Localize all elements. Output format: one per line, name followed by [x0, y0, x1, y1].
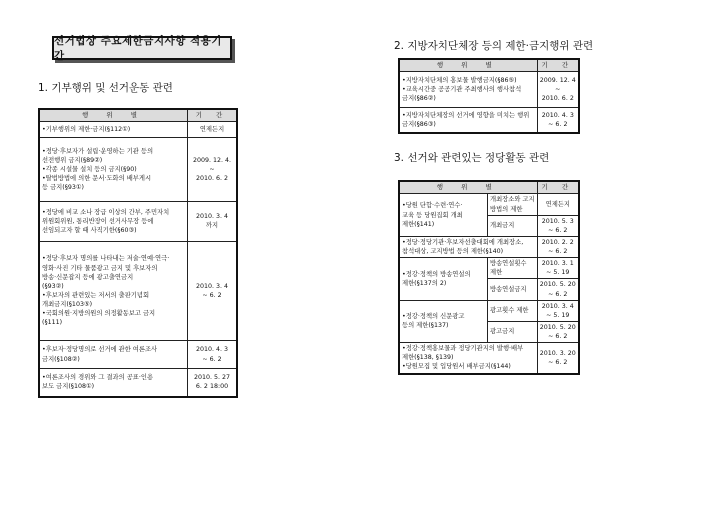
- act-cell-line: (§93②): [42, 282, 64, 290]
- table-row: [399, 108, 579, 134]
- sub-act-cell: [488, 215, 538, 236]
- act-cell-line: 선전행위 금지(§89②): [42, 156, 103, 164]
- period-cell-line: 2010. 6. 2: [541, 95, 574, 103]
- period-cell-line: 2010. 3. 1: [541, 260, 574, 268]
- period-cell: [537, 194, 579, 215]
- act-cell-line: 개최금지(§103⑤): [42, 301, 93, 309]
- period-cell: [537, 258, 579, 279]
- period-cell-line: 2010. 3. 4: [195, 213, 229, 221]
- act-cell-line: •정당·후보자 명의를 나타내는 저술·연예·연극·: [42, 255, 170, 263]
- table-row: [39, 201, 237, 241]
- table-row: [399, 258, 579, 279]
- act-cell-line: •지방자치단체장의 선거에 영향을 미치는 행위: [402, 111, 530, 119]
- act-cell-line: •정당·후보자가 설립·운영하는 기관 등의: [42, 147, 154, 155]
- period-cell-line: ~ 6. 2: [548, 290, 568, 298]
- sub-act-cell-line: 개최장소와 고지: [490, 196, 535, 204]
- section3-heading: 3. 선거와 관련있는 정당활동 관련: [394, 152, 550, 164]
- act-cell: [399, 108, 537, 134]
- act-cell: [399, 258, 488, 301]
- period-cell: [188, 241, 237, 340]
- act-cell-line: •정강·정책홍보물과 정당기관지의 발행·배부: [402, 345, 524, 353]
- sub-act-cell: [488, 321, 538, 342]
- act-cell-line: 방송·신문잡지 등에 광고출연금지: [42, 273, 134, 281]
- act-cell-line: 제한(§141): [402, 220, 435, 228]
- act-cell-line: 제한(§137의 2): [402, 279, 447, 287]
- act-cell-line: 선임되고자 할 때 사직기한(§60③): [42, 226, 137, 234]
- col-act-header: 행 위 별: [399, 181, 537, 194]
- period-cell-line: 연제든지: [199, 126, 225, 134]
- sub-act-cell: [488, 279, 538, 300]
- table-row: [39, 241, 237, 340]
- period-cell-line: 2010. 3. 20: [539, 349, 576, 357]
- sub-act-cell: [488, 258, 538, 279]
- period-cell-line: 2010. 5. 20: [539, 323, 576, 331]
- table-row: [39, 368, 237, 397]
- act-cell-line: •여론조사의 경위와 그 결과의 공표·인용: [42, 374, 154, 382]
- period-cell-line: 2010. 3. 4: [195, 282, 229, 290]
- sub-act-cell-line: 방송연설금지: [490, 285, 527, 293]
- period-cell-line: 2010. 4. 3: [195, 346, 229, 354]
- period-cell-line: 2010. 6. 2: [195, 175, 229, 183]
- period-cell: [188, 201, 237, 241]
- period-cell: [537, 236, 579, 257]
- table-row: [39, 122, 237, 138]
- table-row: [399, 300, 579, 321]
- act-cell-line: 금지(§86②): [402, 95, 436, 103]
- act-cell-line: •후보자·정당명의로 선거에 관한 여론조사: [42, 346, 158, 354]
- period-cell-line: ~ 6. 2: [202, 355, 222, 363]
- period-cell-line: 6. 2 18:00: [195, 383, 229, 391]
- act-cell-line: 위원회위원, 통리반장이 선거사무장 등에: [42, 217, 154, 225]
- act-cell-line: •기부행위의 제한·금지(§112①): [42, 126, 131, 134]
- sub-act-cell-line: 방송연설횟수: [490, 260, 527, 268]
- table-row: [39, 138, 237, 202]
- col-act-header: 행 위 별: [39, 109, 188, 122]
- period-cell: [537, 108, 579, 134]
- act-cell-line: 금지(§86③): [402, 121, 436, 128]
- act-cell: [399, 300, 488, 343]
- sub-act-cell-line: 개최금지: [490, 222, 515, 230]
- period-cell-line: 2009. 12. 4: [539, 77, 576, 85]
- act-cell: [39, 122, 188, 138]
- act-cell-line: •당원모집 및 입당원서 배부금지(§144): [402, 363, 511, 371]
- sub-act-cell-line: 방법의 제한: [490, 205, 523, 213]
- act-cell: [39, 138, 188, 202]
- act-cell-line: 등 금지(§93①): [42, 184, 84, 192]
- act-cell-line: •각종 시설물 설치 등의 금지(§90): [42, 166, 137, 174]
- act-cell: [399, 72, 537, 108]
- sub-act-cell: [488, 300, 538, 321]
- act-cell-line: •국회의원·지방의원의 의정활동보고 금지: [42, 310, 156, 318]
- act-cell-line: 금지(§108②): [42, 355, 80, 363]
- table-row: [399, 72, 579, 108]
- section1-heading: 1. 기부행위 및 선거운동 관련: [38, 82, 173, 94]
- sub-act-cell-line: 광고금지: [490, 328, 515, 336]
- period-cell-line: ~ 6. 2: [548, 226, 568, 234]
- period-cell: [188, 341, 237, 369]
- section3-table: [398, 180, 580, 375]
- period-cell: [537, 321, 579, 342]
- period-cell: [537, 215, 579, 236]
- period-cell: [537, 343, 579, 374]
- act-cell-line: •후보자의 관련있는 저서의 출판기념회: [42, 291, 150, 299]
- section1-table: [38, 108, 238, 398]
- period-cell-line: ~ 5. 19: [546, 269, 570, 277]
- period-cell-line: 2010. 5. 20: [539, 281, 576, 289]
- period-cell-line: 까지: [205, 222, 219, 230]
- period-cell-line: 2010. 2. 2: [541, 238, 574, 246]
- act-cell: [39, 368, 188, 397]
- act-cell: [399, 343, 537, 374]
- col-act-header: 행 위 별: [399, 59, 537, 72]
- act-cell-line: •정강·정책의 신문광고: [402, 313, 465, 321]
- act-cell-line: •당원 단합·수련·연수·: [402, 202, 463, 210]
- period-cell-line: ~ 6. 2: [548, 121, 568, 128]
- sub-act-cell: [488, 194, 538, 215]
- period-cell-line: ~: [209, 166, 215, 174]
- period-cell-line: 2010. 3. 4: [541, 302, 574, 310]
- period-cell: [188, 138, 237, 202]
- act-cell-line: •교육시간중 공공기관 주최행사의 행사참석: [402, 86, 522, 94]
- period-cell: [537, 72, 579, 108]
- act-cell: [39, 341, 188, 369]
- act-cell-line: •정당·정당기관·후보자선출대회에 개최장소,: [402, 238, 524, 246]
- col-period-header: 기 간: [537, 181, 579, 194]
- sub-act-cell-line: 제한: [490, 269, 503, 277]
- section2-table: [398, 58, 580, 134]
- period-cell-line: ~ 6. 2: [548, 333, 568, 341]
- sub-act-cell-line: 광고횟수 제한: [490, 307, 529, 315]
- table-row: [39, 341, 237, 369]
- act-cell-line: 제한(§138, §139): [402, 354, 454, 362]
- period-cell: [188, 122, 237, 138]
- period-cell-line: ~ 6. 2: [202, 291, 222, 299]
- act-cell-line: 영화·사진 기타 물품광고 금지 및 후보자의: [42, 264, 158, 272]
- col-period-header: 기 간: [188, 109, 237, 122]
- act-cell-line: 보도 금지(§108①): [42, 383, 95, 391]
- act-cell-line: 등의 제한(§137): [402, 322, 449, 330]
- act-cell: [39, 201, 188, 241]
- period-cell: [537, 279, 579, 300]
- period-cell-line: 2009. 12. 4.: [192, 156, 232, 164]
- period-cell-line: ~ 6. 2: [548, 248, 568, 256]
- period-cell: [537, 300, 579, 321]
- act-cell-line: •정강·정책의 방송연설의: [402, 270, 471, 278]
- period-cell-line: ~: [555, 86, 561, 94]
- table-row: [399, 194, 579, 215]
- col-period-header: 기 간: [537, 59, 579, 72]
- table-row: [399, 236, 579, 257]
- act-cell-line: 교육 등 당원집회 개최: [402, 211, 463, 219]
- act-cell-line: 참석대상, 고지방법 등의 제한(§140): [402, 248, 504, 256]
- act-cell: [399, 236, 537, 257]
- act-cell-line: (§111): [42, 319, 63, 327]
- act-cell: [399, 194, 488, 237]
- period-cell-line: ~ 6. 2: [548, 358, 568, 366]
- period-cell-line: 2010. 4. 3: [541, 111, 574, 119]
- section2-heading: 2. 지방자치단체장 등의 제한·금지행위 관련: [394, 40, 594, 52]
- act-cell-line: •탈법방법에 의한 문서·도화의 배부게시: [42, 175, 152, 183]
- period-cell-line: 2010. 5. 27: [193, 374, 231, 382]
- page-title: 선거법상 주요제한금지사항 적용기간: [52, 36, 232, 60]
- period-cell-line: ~ 5. 19: [546, 311, 570, 319]
- table-row: [399, 343, 579, 374]
- act-cell: [39, 241, 188, 340]
- period-cell: [188, 368, 237, 397]
- period-cell-line: 연제든지: [545, 200, 570, 208]
- period-cell-line: 2010. 5. 3: [541, 217, 574, 225]
- act-cell-line: •정당에 비교 소나 장급 이상의 간부, 주민자치: [42, 208, 170, 216]
- act-cell-line: •지방자치단체의 홍보물 발행금지(§86⑤): [402, 77, 517, 85]
